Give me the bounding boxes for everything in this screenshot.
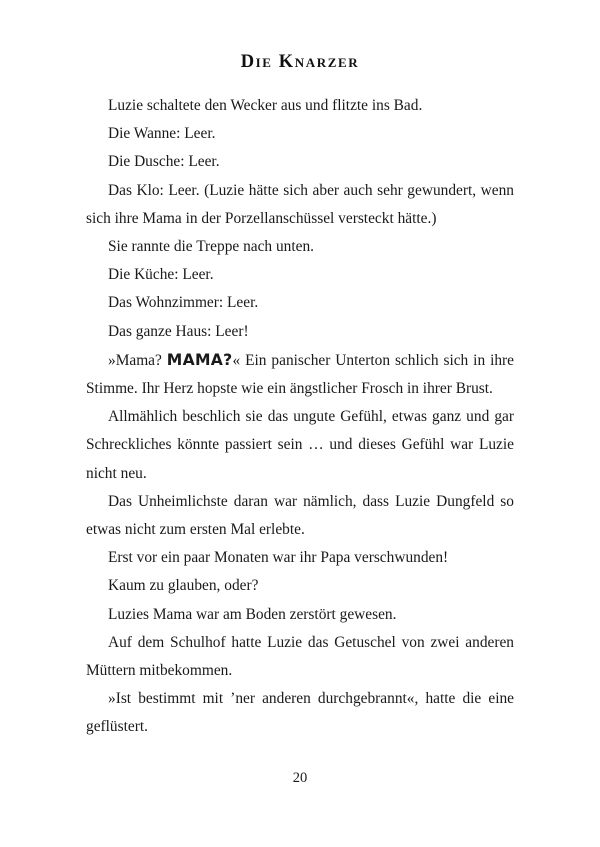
shout-suffix: « Ein panischer Unterton schlich sich in ihre Stimme. Ihr Herz hopste wie ein ängstlicher Frosch in ihrer Brust. <box>86 351 514 398</box>
chapter-title: Die Knarzer <box>240 52 360 72</box>
paragraph: Das Unheimlichste daran war nämlich, dass Luzie Dungfeld so etwas nicht zum ersten Mal erlebte. <box>86 492 514 539</box>
paragraph: Das Klo: Leer. (Luzie hätte sich aber auch sehr gewundert, wenn sich ihre Mama in der Porzellanschüssel versteckt hätte.) <box>86 181 514 227</box>
paragraph: »Ist bestimmt mit ’ner anderen durchgebrannt«, hatte die eine geflüstert. <box>86 690 514 736</box>
paragraph: Das ganze Haus: Leer! <box>108 322 249 340</box>
paragraph: Die Küche: Leer. <box>108 266 214 284</box>
page-body <box>86 92 514 742</box>
shout-text: MAMA? <box>166 350 233 369</box>
paragraph: Die Wanne: Leer. <box>108 125 216 143</box>
paragraph: Das Wohnzimmer: Leer. <box>108 294 259 312</box>
paragraph: Kaum zu glauben, oder? <box>108 577 259 595</box>
paragraph: Die Dusche: Leer. <box>108 153 220 171</box>
paragraph: Erst vor ein paar Monaten war ihr Papa verschwunden! <box>108 549 449 567</box>
paragraph: Allmählich beschlich sie das ungute Gefühl, etwas ganz und gar Schreckliches könnte passiert sein … und dieses Gefühl war Luzie nicht neu. <box>86 408 514 482</box>
paragraph-with-shout <box>86 346 514 403</box>
paragraph: Luzies Mama war am Boden zerstört gewesen. <box>108 605 397 623</box>
shout-prefix: »Mama? <box>108 351 167 369</box>
paragraph: Sie rannte die Treppe nach unten. <box>108 238 315 256</box>
page-number: 20 <box>292 770 308 786</box>
paragraph: Auf dem Schulhof hatte Luzie das Getuschel von zwei anderen Müttern mitbekommen. <box>86 633 514 680</box>
paragraph: Luzie schaltete den Wecker aus und flitzte ins Bad. <box>108 97 423 114</box>
